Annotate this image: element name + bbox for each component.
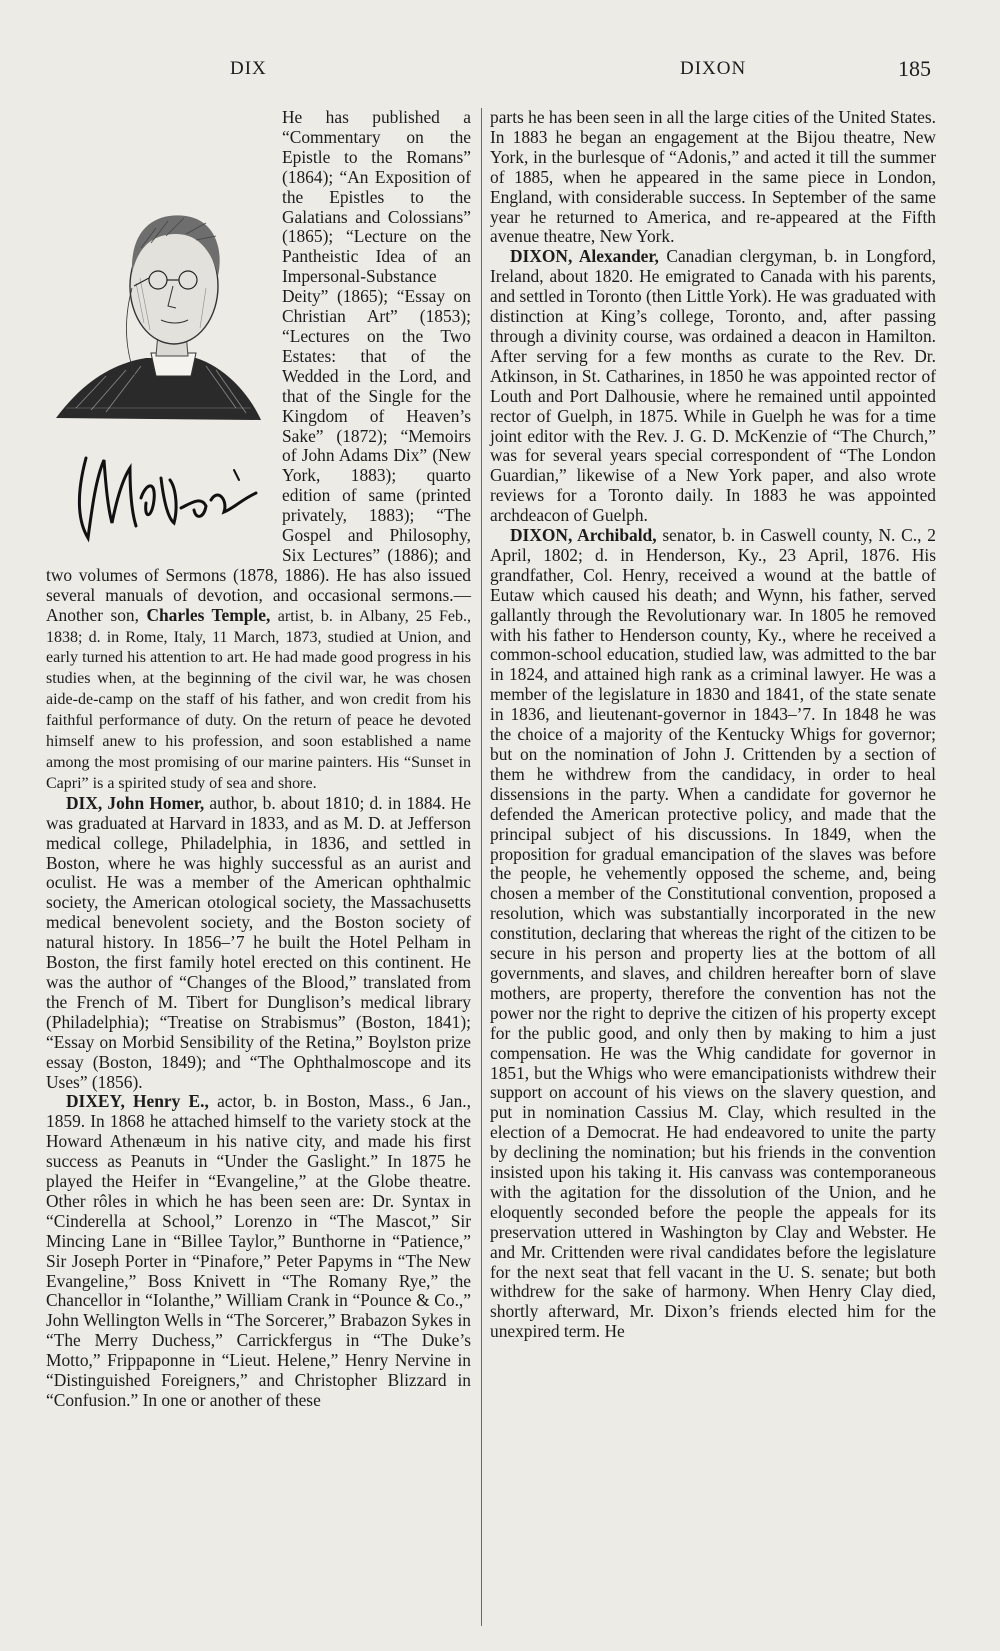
entry-dix-john-homer [46, 794, 471, 1093]
entry-text: Canadian clergyman, b. in Longford, Ireland, about 1820. He emigrated to Canada with his parents, and settled in Toronto (then Little York). He was graduated with distinction at King’s college, Toronto, and, after passing through a divinity course, was ordained a deacon in Hamilton. After serving for a few months as curate to the Rev. Dr. Atkinson, in St. Catharines, in 1850 he was appointed rector of Louth and Port Dalhousie, where he remained until appointed rector of Guelph, in 1875. While in Guelph he was for a time joint editor with the Rev. J. G. D. McKenzie of “The Church,” was for several years special correspondent of “The London Guardian,” likewise of a New York paper, and also wrote reviews for a Toronto daily. In 1883 he was appointed archdeacon of Guelph. [490, 246, 936, 526]
left-column [46, 108, 471, 1411]
entry-text: senator, b. in Caswell county, N. C., 2 April, 1802; d. in Henderson, Ky., 23 April, 1876. His grandfather, Col. Henry, received a wound at the battle of Eutaw which caused his death; and Wynn, his father, served gallantly through the Revolutionary war. In 1805 he removed with his father to Henderson county, Ky., where he received a common-school education, studied law, was admitted to the bar in 1824, and attained high rank as a criminal lawyer. He was a member of the legislature in 1830 and 1841, of the state senate in 1836, and lieutenant-governor in 1843–’7. In 1848 he was the choice of a majority of the Kentucky Whigs for governor; but on the nomination of John J. Crittenden by a section of them he withdrew from the candidacy, in order to heal dissensions in the party. When a candidate for governor he defended the American protective policy, and made that the principal subject of his discussions. In 1849, when the proposition for gradual emancipation of the slaves was before the people, he vehemently opposed the scheme, and, being chosen a member of the Constitutional convention, proposed a resolution, which was substantially incorporated in the new constitution, declaring that whereas the right of the citizen to be secure in his person and property lies at the bottom of all governments, and slaves, and children hereafter born of slave mothers, are property, therefore the convention has not the power nor the right to deprive the citizen of his property except for the public good, and only then by making to him a just compensation. He was the Whig candidate for governor in 1851, but the Whigs who were emancipationists withdrew their support on account of his views on the slavery question, and put in nomination Cassius M. Clay, which resulted in the election of a Democrat. He had endeavored to unite the party by declining the nomination; but his friends in the convention insisted upon his taking it. His canvass was contemporaneous with the agitation for the dissolution of the Union, and he eloquently seconded before the people the appeals for its preservation uttered in Washington by Clay and Webster. He and Mr. Crittenden were rival candidates before the legislature for the next seat that fell vacant in the U. S. senate; but both withdrew for the sake of harmony. When Henry Clay died, shortly afterward, Mr. Dixon’s friends elected him for the unexpired term. He [490, 525, 936, 1342]
entry-name: DIXEY, Henry E., [66, 1091, 209, 1112]
entry-dixon-archibald [490, 526, 936, 1342]
portrait-engraving-icon [46, 108, 276, 556]
paragraph-text: He has published a “Commentary on the Epistle to the Romans” (1864); “An Exposition of the Epistles to the Galatians and Colossians” (1865); “Lecture on the Pantheistic Idea of an Impersonal-Substance Deity” (1865); “Essay on Christian Art” (1853); “Lectures on the Two Estates: that of the Wedded in the Lord, and that of the Single for the Kingdom of Heaven’s Sake” (1872); “Memoirs of John Adams Dix” (New York, 1883); quarto edition of same (printed privately, 1883); “The Gospel and Philosophy, Six Lectures” (1886); and two volumes of Sermons (1878, 1886). He has also issued several manuals of devotion, and occasional sermons.—Another son, [46, 107, 471, 625]
paragraph-dix-morgan-works [46, 108, 471, 794]
entry-name: DIX, John Homer, [66, 792, 205, 813]
entry-text: author, b. about 1810; d. in 1884. He was graduated at Harvard in 1833, and as M. D. at Jefferson medical college, Philadelphia, in 1836, and settled in Boston, where he was highly successful as an aurist and oculist. He was a member of the American ophthalmic society, the American otological society, the Massachusetts medical benevolent society, and the Boston society of natural history. In 1856–’7 he built the Hotel Pelham in Boston, the first family hotel erected on this continent. He was the author of “Changes of the Blood,” translated from the French of M. Tibert for Dunglison’s medical library (Philadelphia); “Treatise on Strabismus” (Boston, 1841); “Essay on Morbid Sensibility of the Retina,” Boylston prize essay (Boston, 1849); and “The Ophthalmoscope and its Uses” (1856). [46, 792, 472, 1092]
entry-dixon-alexander [490, 247, 936, 526]
running-head-right: DIXON [680, 58, 747, 79]
entry-name-charles-temple: Charles Temple, [146, 604, 271, 625]
continuation-paragraph: parts he has been seen in all the large cities of the United States. In 1883 he began an engagement at the Bijou theatre, New York, in the burlesque of “Adonis,” and acted it till the summer of 1885, when he appeared in the same piece in London, England, with considerable success. In September of the same year he returned to America, and re-appeared at the Fifth avenue theatre, New York. [490, 107, 936, 247]
column-divider [481, 108, 482, 1626]
entry-dixey-henry [46, 1092, 471, 1411]
running-head-left: DIX [230, 58, 267, 79]
right-column [490, 108, 936, 1342]
signature-morgan-dix [80, 458, 257, 538]
entry-name: DIXON, Archibald, [510, 525, 657, 546]
entry-name: DIXON, Alexander, [510, 246, 659, 267]
portrait-figure [46, 108, 276, 556]
entry-text: actor, b. in Boston, Mass., 6 Jan., 1859. In 1868 he attached himself to the variety stock at the Howard Athenæum in his native city, and made his first success as Peanuts in “Under the Gaslight.” In 1875 he played the Heifer in “Evangeline,” at the Globe theatre. Other rôles in which he has been seen are: Dr. Syntax in “Cinderella at School,” Lorenzo in “The Mascot,” Sir Mincing Lane in “Billee Taylor,” Bunthorne in “Patience,” Sir Joseph Porter in “Pinafore,” Peter Papyms in “The New Evangeline,” Boss Knivett in “The Romany Rye,” the Chancellor in “Iolanthe,” William Crank in “Pounce & Co.,” John Wellington Wells in “The Sorcerer,” Brabazon Sykes in “The Merry Duchess,” Carrickfergus in “The Duke’s Motto,” Frippaponne in “Lieut. Helene,” Henry Nervine in “Distinguished Foreigners,” and Christopher Blizzard in “Confusion.” In one or another of these [46, 1091, 471, 1410]
paragraph-text-small: artist, b. in Albany, 25 Feb., 1838; d. in Rome, Italy, 11 March, 1873, studied at Union, and early turned his attention to art. He had made good progress in his studies when, at the beginning of the civil war, he was chosen aide-de-camp on the staff of his father, and won credit from his faithful performance of duty. On the return of peace he devoted himself anew to his profession, and soon established a name among the most promising of our marine painters. His “Sunset in Capri” is a spirited study of sea and shore. [46, 607, 471, 792]
page-number: 185 [898, 56, 931, 81]
